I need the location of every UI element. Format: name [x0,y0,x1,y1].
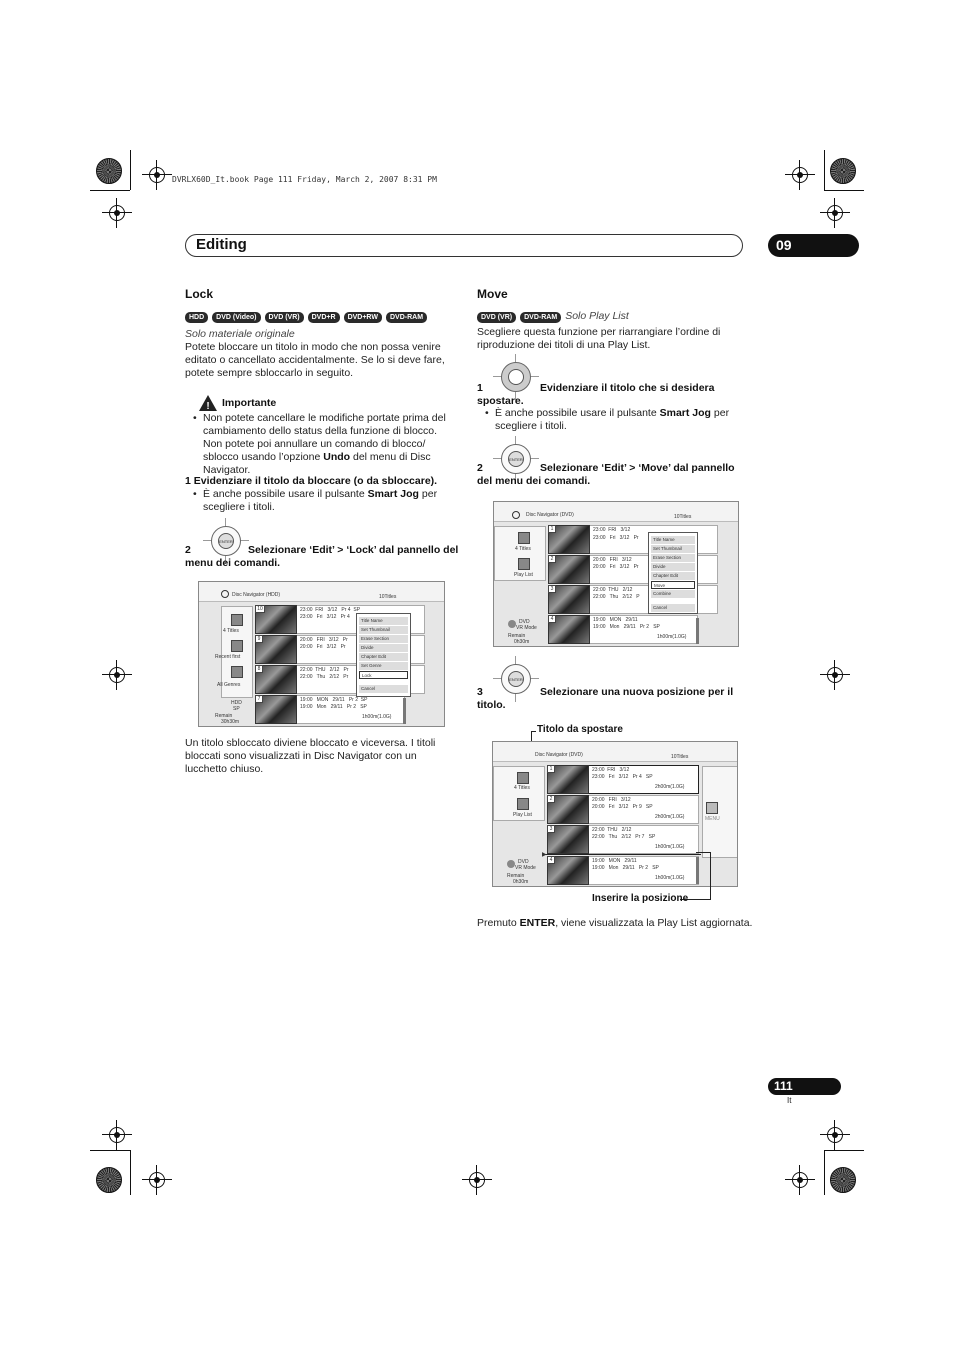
jog-dial-icon: ENTER [493,656,539,702]
disc-icon [512,511,520,519]
badge-dvd-vr: DVD (VR) [265,312,304,323]
playlist-icon [518,558,530,570]
important-label: Importante [222,397,277,409]
menu-icon [706,802,718,814]
callout-insert-position: Inserire la posizione [592,893,689,904]
move-disc-navigator-screen-1: Disc Navigator (DVD) 10Titles 4 Titles Play List DVD VR Mode Remain 0h30m 1 23:00 FRI 3/12 23:00 Fri 3/12 Pr 2 20:00 FRI 3/12 20:00 Fri 3/12 Pr 3 22:00 THU 2/12 22:00 Thu 2/12 P 4 19:00 MON 29/11 19:00 Mon 29/11 Pr 2 SP 1h00m(1.0G) Title Name Set Thumbnail Erase Section Divide Chapter Edit Move Combine Cancel [493,501,739,647]
registration-mark-icon [142,1165,172,1195]
titles-icon [518,532,530,544]
menu-item-move: Move [651,581,695,589]
jog-dial-icon: ENTER [203,518,249,564]
registration-mark-icon [102,1120,132,1150]
registration-mark-icon [142,160,172,190]
menu-item-lock: Lock [359,671,408,679]
registration-mark-icon [102,198,132,228]
lock-step-1: 1 Evidenziare il titolo da bloccare (o da sbloccare). [185,475,438,487]
registration-mark-icon [820,660,850,690]
jog-dial-icon: ENTER [493,436,539,482]
move-format-badges [477,310,629,323]
callout-title-to-move: Titolo da spostare [537,724,623,735]
badge-dvd-ram: DVD-RAM [520,312,561,323]
important-bullet: • Non potete cancellare le modifiche portate prima del cambiamento dello status della funzione di blocco. Non potete poi annullare un comando di blocco/ sblocco usando l’opzione Undo del menu di Disc Navigator. [203,412,458,477]
badge-dvd-plus-r: DVD+R [308,312,340,323]
recent-icon [231,640,243,652]
registration-mark-icon [102,660,132,690]
title-count: 10Titles [379,594,397,600]
registration-mark-icon [820,1120,850,1150]
badge-dvd-ram: DVD-RAM [386,312,427,323]
badge-dvd-plus-rw: DVD+RW [344,312,382,323]
registration-mark-icon [785,1165,815,1195]
move-disc-navigator-screen-2: Disc Navigator (DVD) 10Titles 4 Titles Play List DVD VR Mode Remain 0h30m 1 23:00 FRI 3/12 23:00 Fri 3/12 Pr 4 SP 2h00m(1.0G) 2 20:00 FRI 3/12 20:00 Fri 3/12 Pr 9 SP 2h00m(1.0G) 3 22:00 THU 2/12 22:00 Thu 2/12 Pr 7 SP 1h00m(1.0G) ▶ 4 19:00 MON 29/11 19:00 Mon 29/11 Pr 2 SP 1h00m(1.0G) MENU [492,741,738,887]
move-step-1-bullet: • È anche possibile usare il pulsante Smart Jog per scegliere i titoli. [495,407,745,433]
disc-icon [221,590,229,598]
lock-disc-navigator-screen: Disc Navigator (HDD) 10Titles 4 Titles Recent first All Genres HDD SP Remain 30h30m 10 23:00 FRI 3/12 Pr 4 SP 23:00 Fri 3/12 Pr 4 9 20:00 FRI 3/12 Pr 20:00 Fri 3/12 Pr 8 22:00 THU 2/12 Pr 22:00 Thu 2/12 Pr 7 19:00 MON 29/11 Pr 2 SP 19:00 Mon 29/11 Pr 2 SP 1h00m(1.0G) Title Name Set Thumbnail Erase Section Divide Chapter Edit Set Genre Lock Cancel [198,581,445,727]
move-step-1-num: 1 [477,382,483,394]
page-title: Editing [196,236,247,253]
language-code: It [787,1096,792,1105]
command-menu: Title Name Set Thumbnail Erase Section Divide Chapter Edit Set Genre Lock Cancel [356,613,411,697]
lock-step-1-bullet: • È anche possibile usare il pulsante Smart Jog per scegliere i titoli. [203,488,458,514]
print-info-line: DVRLX60D_It.book Page 111 Friday, March 2, 2007 8:31 PM [172,175,437,184]
move-step-1: Evidenziare il titolo che si desidera spostare. [477,382,715,407]
badge-hdd: HDD [185,312,208,323]
print-rosette-icon [830,1167,856,1193]
lock-intro: Potete bloccare un titolo in modo che non possa venire editato o cancellato accidentalmente. Se lo si deve fare, potete sempre sbloccarlo in seguito. [185,341,445,379]
registration-mark-icon [462,1165,492,1195]
chapter-badge: 09 [768,234,859,257]
registration-mark-icon [820,198,850,228]
print-rosette-icon [96,158,122,184]
screen-header: Disc Navigator (HDD) [232,592,281,598]
move-step-3: Selezionare una nuova posizione per il titolo. [477,686,734,711]
titles-icon [517,772,529,784]
move-heading: Move [477,287,508,301]
command-menu: Title Name Set Thumbnail Erase Section Divide Chapter Edit Move Combine Cancel [648,532,698,614]
lock-step-2: Selezionare ‘Edit’ > ‘Lock’ dal pannello del menu dei comandi. [185,544,459,569]
move-step-2-num: 2 [477,462,483,474]
move-step-3-num: 3 [477,686,483,698]
playlist-icon [517,798,529,810]
badge-dvd-vr: DVD (VR) [477,312,516,323]
print-rosette-icon [96,1167,122,1193]
enter-term: ENTER [519,917,556,929]
move-step-2: Selezionare ‘Edit’ > ‘Move’ dal pannello del menu dei comandi. [477,462,735,487]
lock-step-2-num: 2 [185,544,191,556]
genres-icon [231,666,243,678]
titles-icon [231,614,243,626]
move-intro: Scegliere questa funzione per riarrangiare l’ordine di riproduzione dei titoli di una Play List. [477,326,721,351]
move-outro: Premuto ENTER, viene visualizzata la Play List aggiornata. [477,917,753,929]
print-rosette-icon [830,158,856,184]
page-number: 111 [768,1078,841,1095]
badge-dvd-video: DVD (Video) [212,312,260,323]
lock-heading: Lock [185,287,214,301]
svg-text:!: ! [206,401,210,412]
lock-outro: Un titolo sbloccato diviene bloccato e viceversa. I titoli bloccati sono visualizzati in Disc Navigator con un lucchetto chiuso. [185,737,436,775]
lock-note: Solo materiale originale [185,328,295,340]
undo-term: Undo [323,451,351,463]
lock-format-badges [185,310,431,323]
registration-mark-icon [785,160,815,190]
header-bar [185,234,743,257]
move-note: Solo Play List [565,310,629,322]
